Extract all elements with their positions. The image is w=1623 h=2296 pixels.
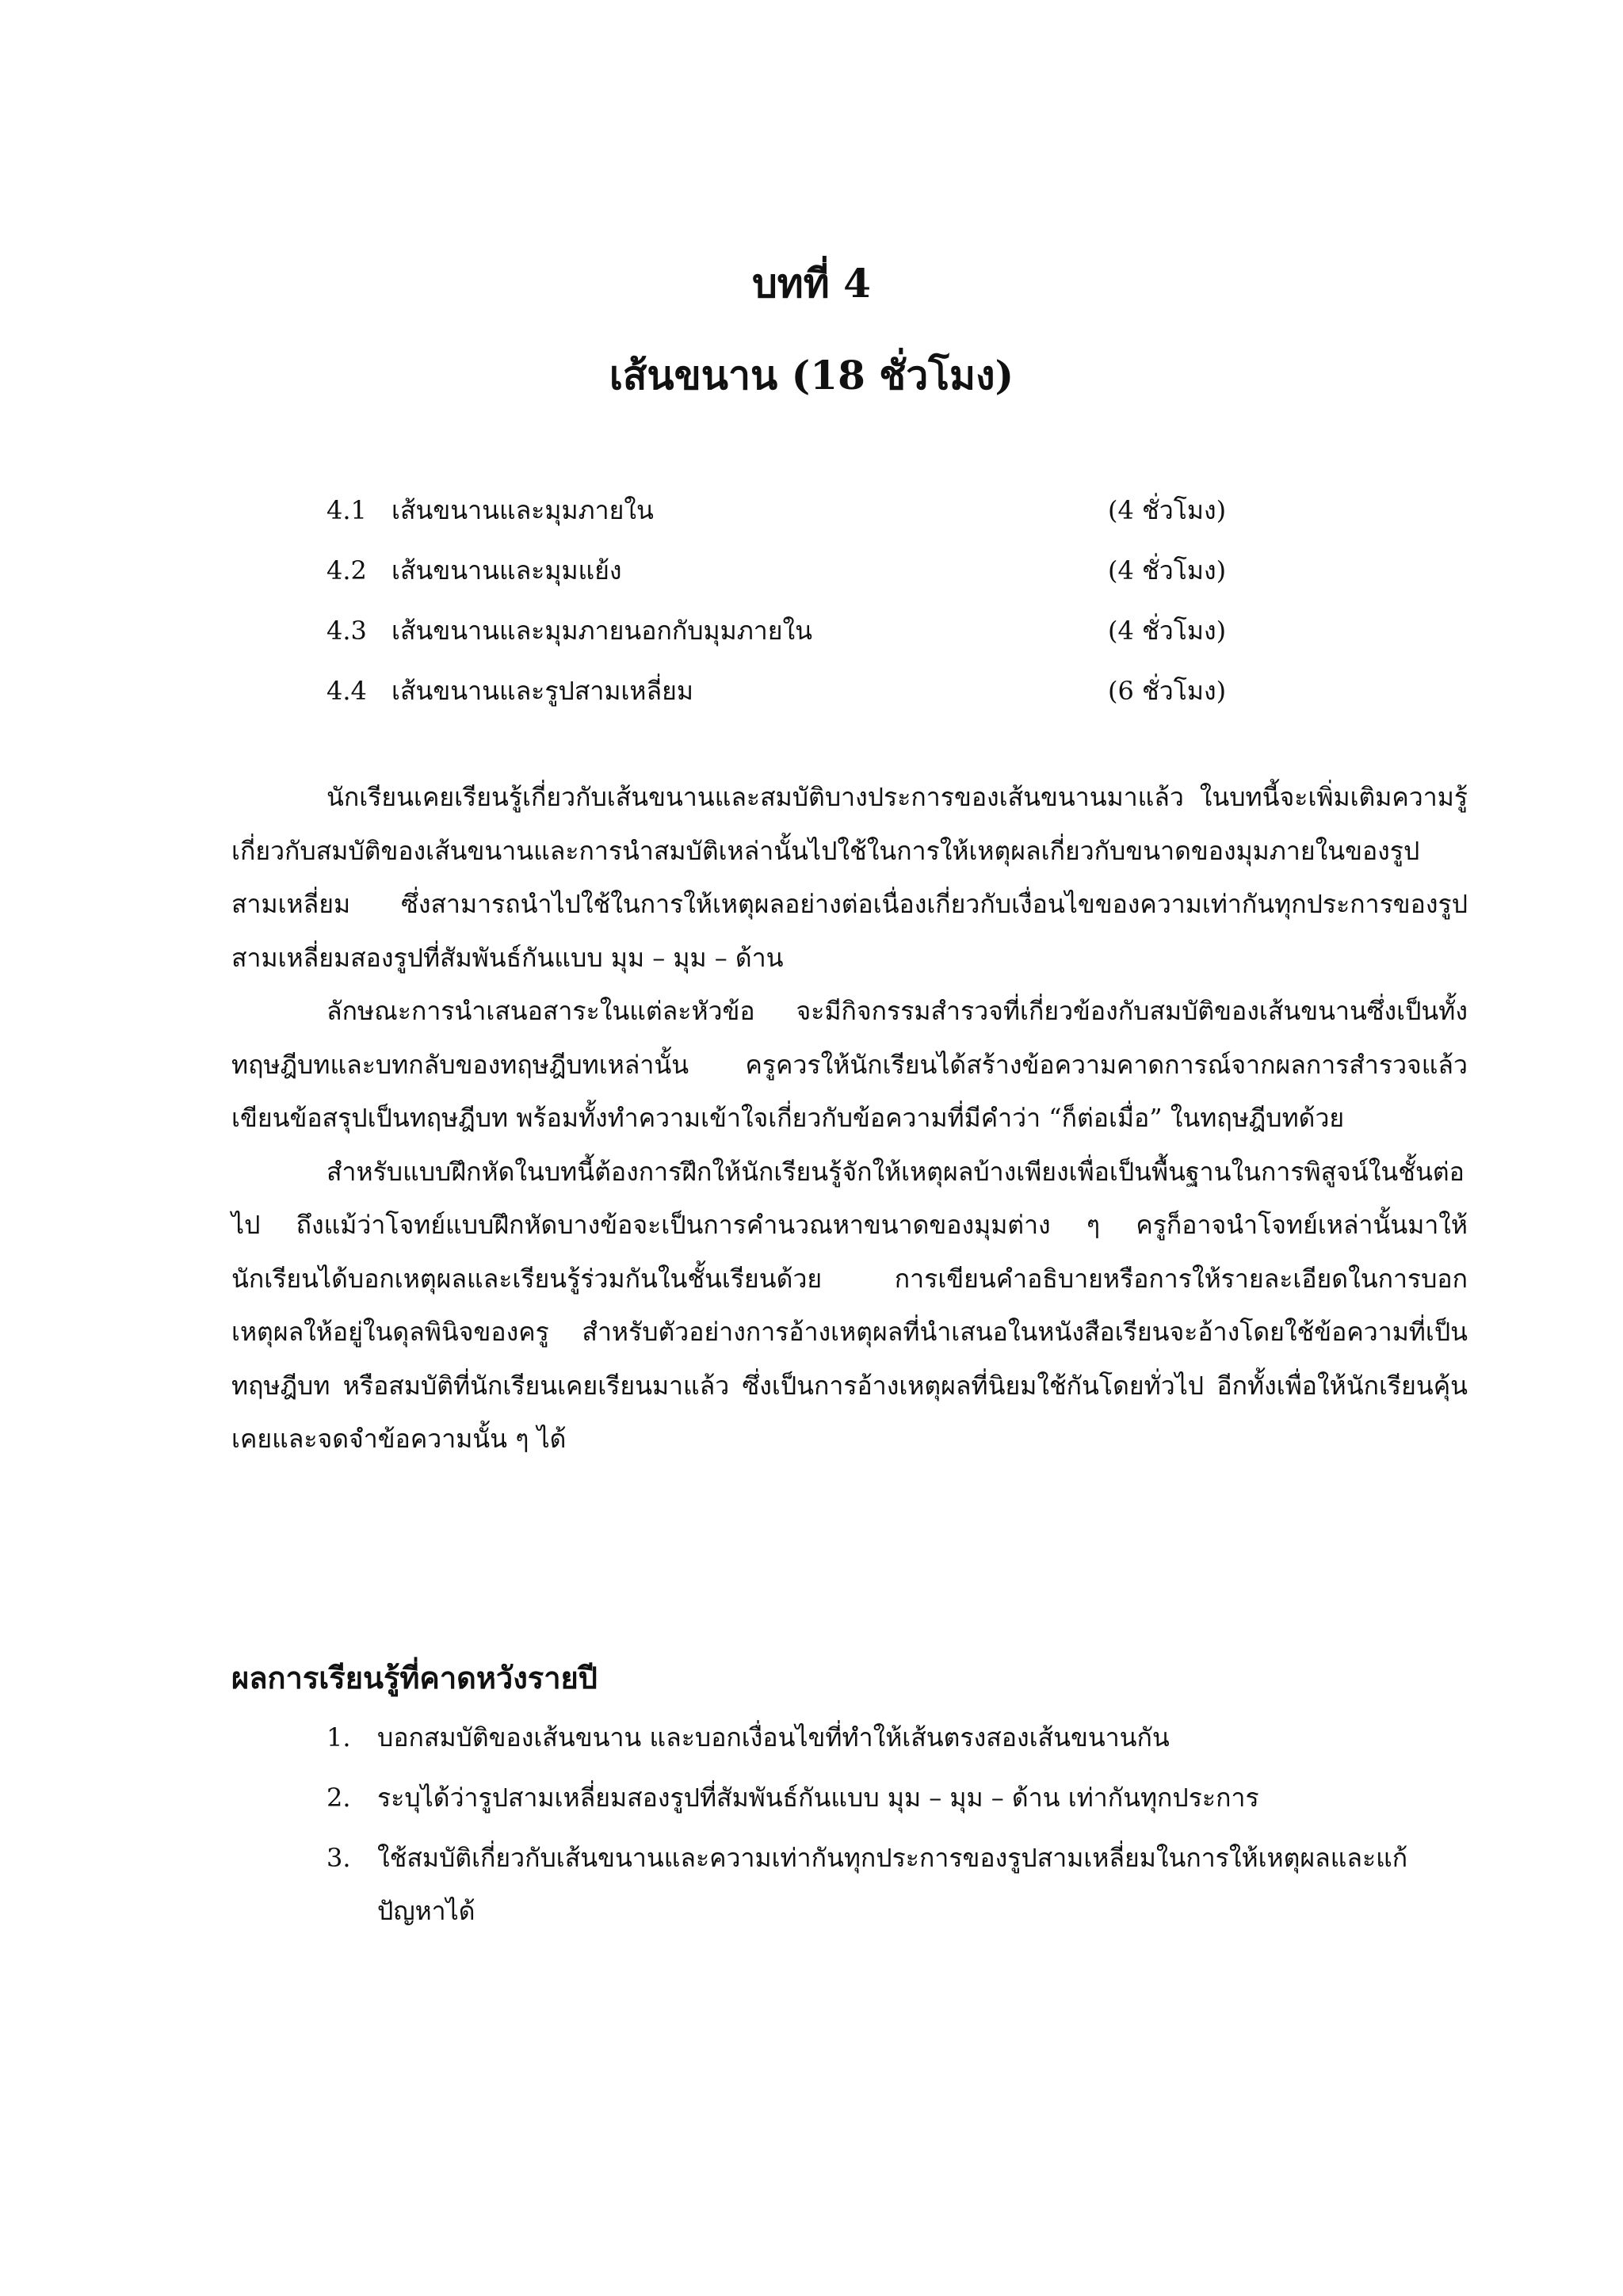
list-item-number: 2. xyxy=(327,1783,351,1813)
toc-label: เส้นขนานและมุมภายนอกกับมุมภายใน xyxy=(391,616,813,646)
body-paragraph: ลักษณะการนำเสนอสาระในแต่ละหัวข้อ จะมีกิจกรรมสำรวจที่เกี่ยวข้องกับสมบัติของเส้นขนานซึ่งเป็นทั้งทฤษฎีบทและบทกลับของทฤษฎีบทเหล่านั้น ครูควรให้นักเรียนได้สร้างข้อความคาดการณ์จากผลการสำรวจแล้วเขียนข้อสรุปเป็นทฤษฎีบท พร้อมทั้งทำความเข้าใจเกี่ยวกับข้อความที่มีคำว่า “ก็ต่อเมื่อ” ในทฤษฎีบทด้วย xyxy=(231,996,1468,1133)
list-item-text: บอกสมบัติของเส้นขนาน และบอกเงื่อนไขที่ทำให้เส้นตรงสองเส้นขนานกัน xyxy=(377,1722,1170,1753)
toc-number: 4.4 xyxy=(327,676,367,706)
toc-number: 4.3 xyxy=(327,616,367,646)
body-paragraph: นักเรียนเคยเรียนรู้เกี่ยวกับเส้นขนานและสมบัติบางประการของเส้นขนานมาแล้ว ในบทนี้จะเพิ่มเติมความรู้เกี่ยวกับสมบัติของเส้นขนานและการนำสมบัติเหล่านั้นไปใช้ในการให้เหตุผลเกี่ยวกับขนาดของมุมภายในของรูปสามเหลี่ยม ซึ่งสามารถนำไปใช้ในการให้เหตุผลอย่างต่อเนื่องเกี่ยวกับเงื่อนไขของความเท่ากันทุกประการของรูปสามเหลี่ยมสองรูปที่สัมพันธ์กันแบบ มุม – มุม – ด้าน xyxy=(231,782,1468,973)
list-item-number: 3. xyxy=(327,1843,351,1873)
toc-hours: (4 ชั่วโมง) xyxy=(1108,616,1227,646)
section-heading: ผลการเรียนรู้ที่คาดหวังรายปี xyxy=(231,1660,598,1695)
list-item xyxy=(327,1772,1436,1825)
list-item xyxy=(327,1832,1436,1938)
list-item-text: ใช้สมบัติเกี่ยวกับเส้นขนานและความเท่ากันทุกประการของรูปสามเหลี่ยมในการให้เหตุผลและแก้ปัญหาได้ xyxy=(377,1843,1408,1926)
toc-number: 4.2 xyxy=(327,555,367,585)
toc-number: 4.1 xyxy=(327,495,367,525)
toc-row xyxy=(327,540,1262,601)
body-paragraph: สำหรับแบบฝึกหัดในบทนี้ต้องการฝึกให้นักเรียนรู้จักให้เหตุผลบ้างเพียงเพื่อเป็นพื้นฐานในการพิสูจน์ในชั้นต่อไป ถึงแม้ว่าโจทย์แบบฝึกหัดบางข้อจะเป็นการคำนวณหาขนาดของมุมต่าง ๆ ครูก็อาจนำโจทย์เหล่านั้นมาให้นักเรียนได้บอกเหตุผลและเรียนรู้ร่วมกันในชั้นเรียนด้วย การเขียนคำอธิบายหรือการให้รายละเอียดในการบอกเหตุผลให้อยู่ในดุลพินิจของครู สำหรับตัวอย่างการอ้างเหตุผลที่นำเสนอในหนังสือเรียนจะอ้างโดยใช้ข้อความที่เป็นทฤษฎีบท หรือสมบัติที่นักเรียนเคยเรียนมาแล้ว ซึ่งเป็นการอ้างเหตุผลที่นิยมใช้กันโดยทั่วไป อีกทั้งเพื่อให้นักเรียนคุ้นเคยและจดจำข้อความนั้น ๆ ได้ xyxy=(231,1156,1468,1454)
chapter-introduction xyxy=(231,771,1468,1466)
chapter-title: เส้นขนาน (18 ชั่วโมง) xyxy=(609,352,1014,399)
list-item xyxy=(327,1711,1436,1764)
toc-hours: (4 ชั่วโมง) xyxy=(1108,495,1227,525)
toc-row xyxy=(327,480,1262,540)
toc-label: เส้นขนานและมุมภายใน xyxy=(391,495,654,525)
learning-outcomes-list xyxy=(327,1711,1436,1945)
chapter-number: บทที่ 4 xyxy=(752,260,871,307)
toc-label: เส้นขนานและมุมแย้ง xyxy=(391,555,622,585)
toc-row xyxy=(327,661,1262,721)
chapter-contents xyxy=(327,480,1262,721)
toc-label: เส้นขนานและรูปสามเหลี่ยม xyxy=(391,676,693,706)
toc-row xyxy=(327,601,1262,661)
toc-hours: (6 ชั่วโมง) xyxy=(1108,676,1227,706)
list-item-number: 1. xyxy=(327,1722,351,1753)
list-item-text: ระบุได้ว่ารูปสามเหลี่ยมสองรูปที่สัมพันธ์กันแบบ มุม – มุม – ด้าน เท่ากันทุกประการ xyxy=(377,1783,1259,1813)
toc-hours: (4 ชั่วโมง) xyxy=(1108,555,1227,585)
